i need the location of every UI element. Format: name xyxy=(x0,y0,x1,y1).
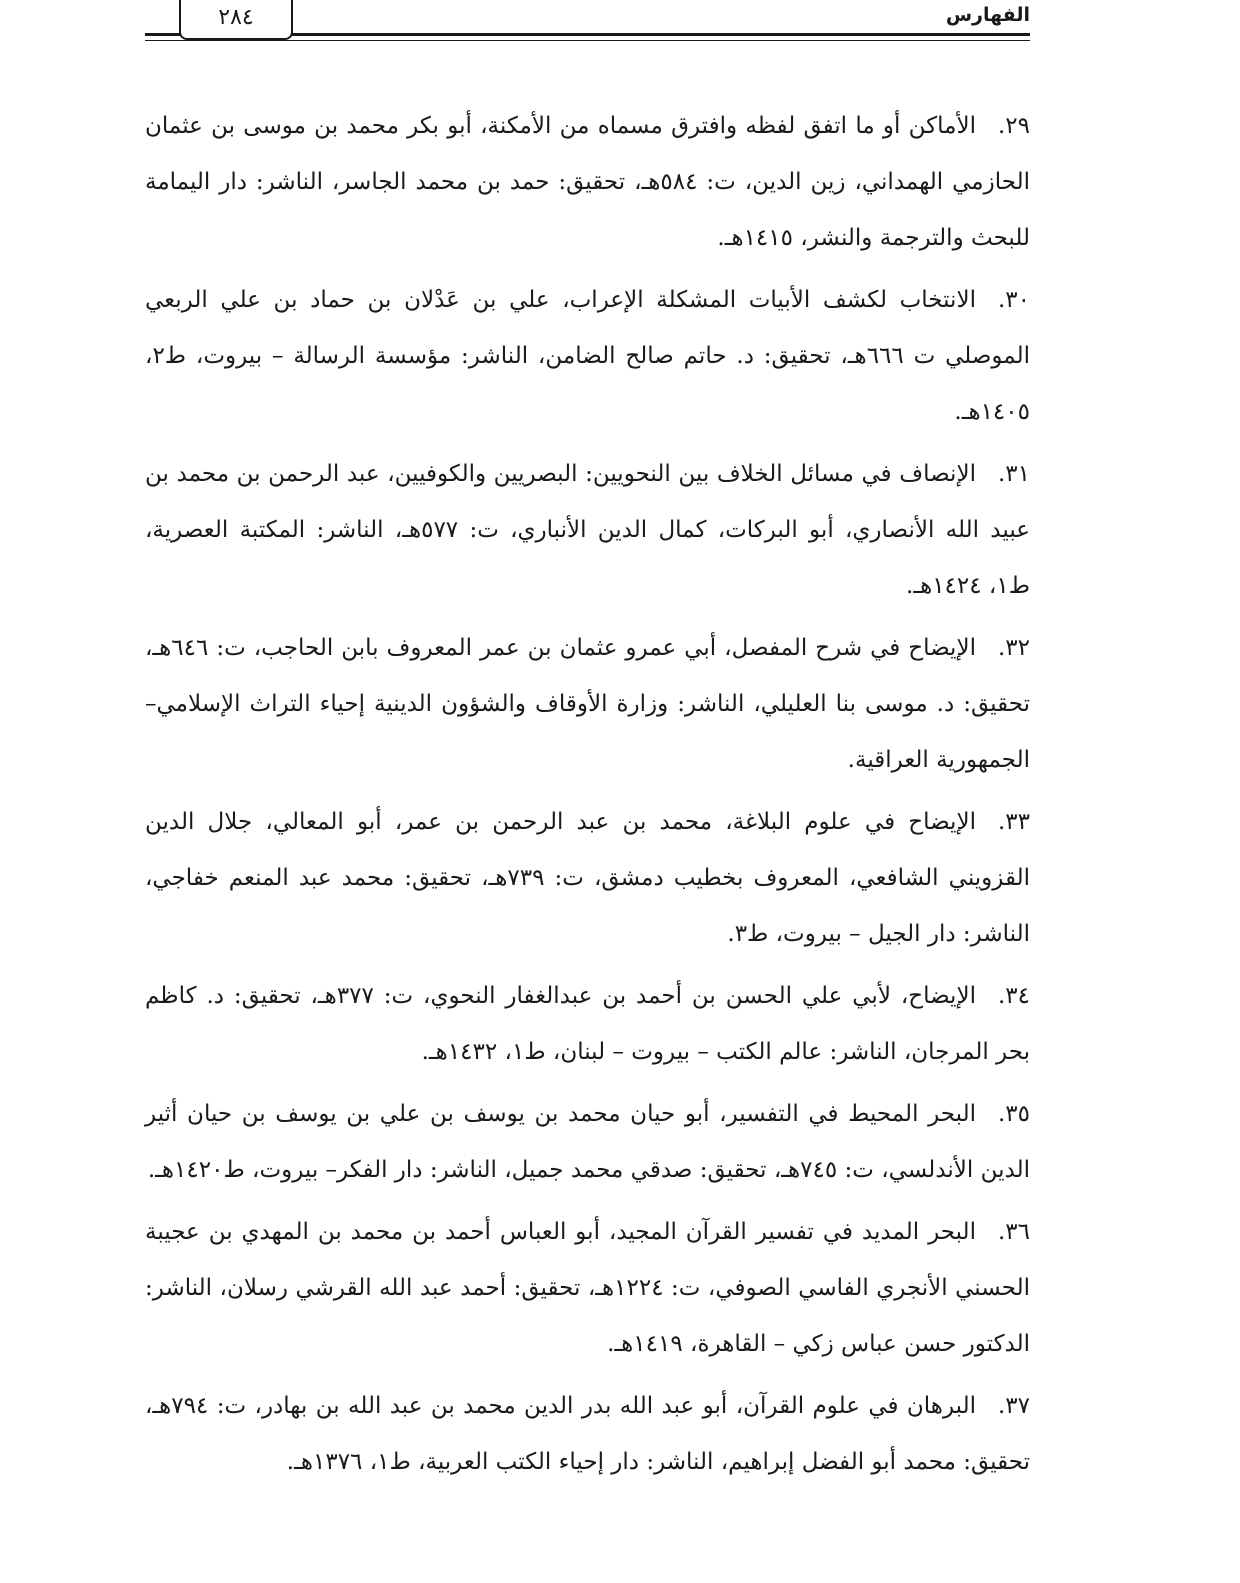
bibliography-entry-34 xyxy=(145,968,1030,1080)
entry-number: ٣٤. xyxy=(997,983,1030,1009)
entry-text: البحر المحيط في التفسير، أبو حيان محمد بن يوسف بن علي بن يوسف بن حيان أثير الدين الأندلسي، ت: ٧٤٥هـ، تحقيق: صدقي محمد جميل، الناشر: دار الفكر– بيروت، ط١٤٢٠هـ. xyxy=(145,1101,1030,1183)
bibliography-entry-36 xyxy=(145,1204,1030,1372)
bibliography-entry-31 xyxy=(145,446,1030,614)
bibliography-entry-29 xyxy=(145,98,1030,266)
entry-text: الإيضاح، لأبي علي الحسن بن أحمد بن عبدالغفار النحوي، ت: ٣٧٧هـ، تحقيق: د. كاظم بحر المرجان، الناشر: عالم الكتب – بيروت – لبنان، ط١، ١٤٣٢هـ. xyxy=(145,983,1030,1065)
page-header xyxy=(145,0,1030,44)
bibliography-entry-35 xyxy=(145,1086,1030,1198)
bibliography-entry-37 xyxy=(145,1378,1030,1490)
bibliography-list xyxy=(145,98,1030,1496)
bibliography-entry-33 xyxy=(145,794,1030,962)
entry-number: ٣٢. xyxy=(997,635,1030,661)
entry-number: ٣٥. xyxy=(997,1101,1030,1127)
entry-number: ٣٠. xyxy=(997,287,1030,313)
entry-number: ٣٣. xyxy=(997,809,1030,835)
entry-text: الأماكن أو ما اتفق لفظه وافترق مسماه من الأمكنة، أبو بكر محمد بن موسى بن عثمان الحازمي الهمداني، زين الدين، ت: ٥٨٤هـ، تحقيق: حمد بن محمد الجاسر، الناشر: دار اليمامة للبحث والترجمة والنشر، ١٤١٥هـ. xyxy=(145,113,1030,251)
page-number: ٢٨٤ xyxy=(179,0,293,40)
entry-text: الإنصاف في مسائل الخلاف بين النحويين: البصريين والكوفيين، عبد الرحمن بن محمد بن عبيد الله الأنصاري، أبو البركات، كمال الدين الأنباري، ت: ٥٧٧هـ، الناشر: المكتبة العصرية، ط١، ١٤٢٤هـ. xyxy=(145,461,1030,599)
header-rule-thin xyxy=(145,40,1030,41)
entry-text: البرهان في علوم القرآن، أبو عبد الله بدر الدين محمد بن عبد الله بن بهادر، ت: ٧٩٤هـ، تحقيق: محمد أبو الفضل إبراهيم، الناشر: دار إحياء الكتب العربية، ط١، ١٣٧٦هـ. xyxy=(145,1393,1030,1475)
bibliography-entry-32 xyxy=(145,620,1030,788)
entry-number: ٢٩. xyxy=(997,113,1030,139)
entry-text: الانتخاب لكشف الأبيات المشكلة الإعراب، علي بن عَدْلان بن حماد بن علي الربعي الموصلي ت ٦٦٦هـ، تحقيق: د. حاتم صالح الضامن، الناشر: مؤسسة الرسالة – بيروت، ط٢، ١٤٠٥هـ. xyxy=(145,287,1030,425)
entry-number: ٣٦. xyxy=(997,1219,1030,1245)
entry-number: ٣٧. xyxy=(997,1393,1030,1419)
entry-number: ٣١. xyxy=(997,461,1030,487)
entry-text: الإيضاح في علوم البلاغة، محمد بن عبد الرحمن بن عمر، أبو المعالي، جلال الدين القزويني الشافعي، المعروف بخطيب دمشق، ت: ٧٣٩هـ، تحقيق: محمد عبد المنعم خفاجي، الناشر: دار الجيل – بيروت، ط٣. xyxy=(145,809,1030,947)
bibliography-entry-30 xyxy=(145,272,1030,440)
section-title: الفهارس xyxy=(945,4,1030,26)
entry-text: الإيضاح في شرح المفصل، أبي عمرو عثمان بن عمر المعروف بابن الحاجب، ت: ٦٤٦هـ، تحقيق: د. موسى بنا العليلي، الناشر: وزارة الأوقاف والشؤون الدينية إحياء التراث الإسلامي– الجمهورية العراقية. xyxy=(145,635,1030,773)
entry-text: البحر المديد في تفسير القرآن المجيد، أبو العباس أحمد بن محمد بن المهدي بن عجيبة الحسني الأنجري الفاسي الصوفي، ت: ١٢٢٤هـ، تحقيق: أحمد عبد الله القرشي رسلان، الناشر: الدكتور حسن عباس زكي – القاهرة، ١٤١٩هـ. xyxy=(145,1219,1031,1357)
